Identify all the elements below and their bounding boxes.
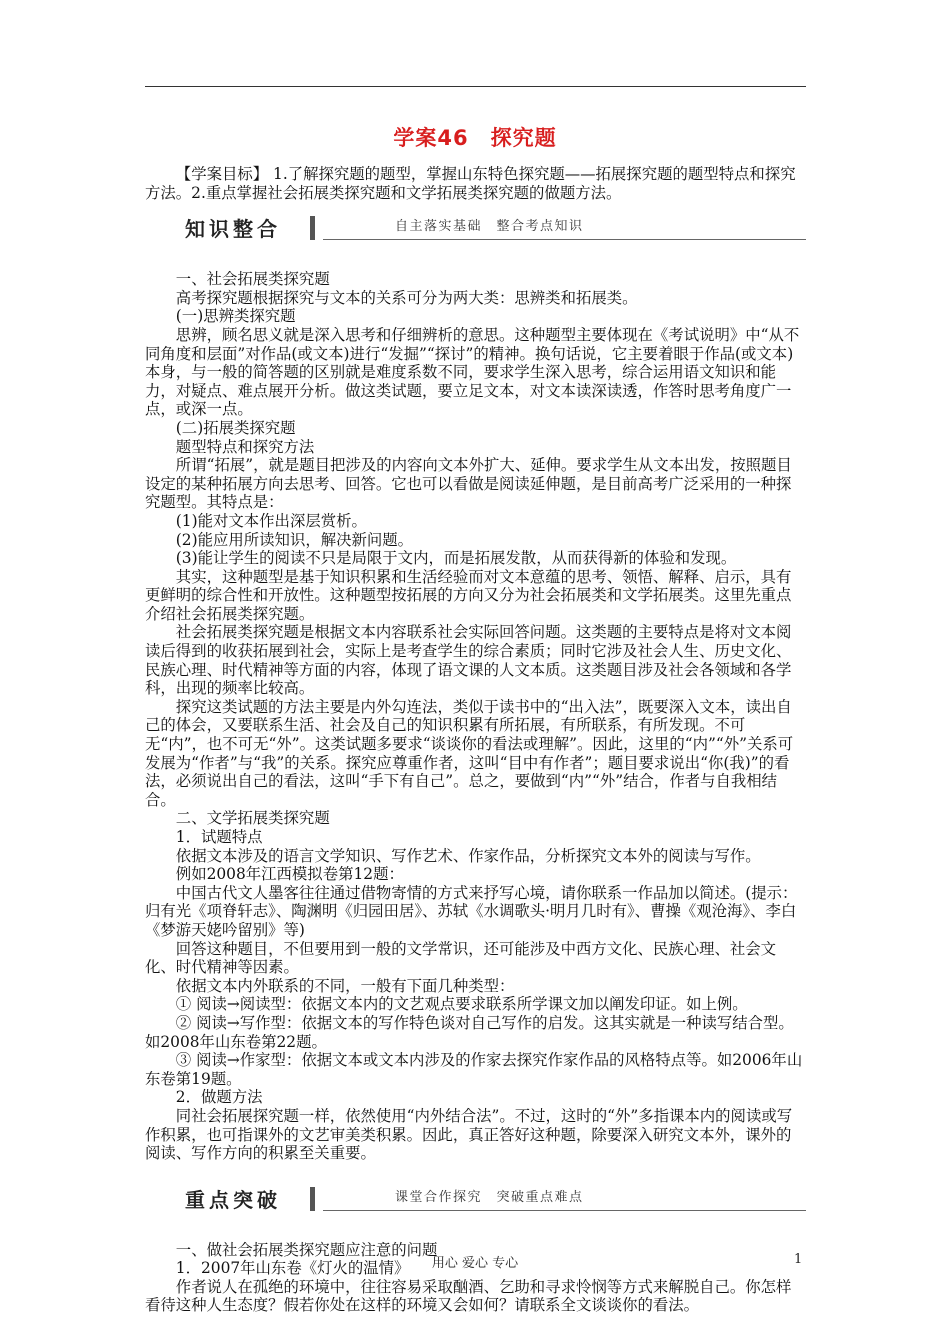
- paragraph: 例如2008年江西模拟卷第12题：: [175, 865, 404, 884]
- paragraph: 同社会拓展探究题一样，依然使用“内外结合法”。不过，这时的“外”多指课本内的阅读或写作积累，也可指课外的文艺审美类积累。因此，真正答好这种题，除要深入研究文本外，课外的阅读、写作方向的积累至关重要。: [145, 1106, 793, 1163]
- banner-subtitle: 自主落实基础 整合考点知识: [395, 219, 584, 235]
- paragraph: 高考探究题根据探究与文本的关系可分为两大类：思辨类和拓展类。: [175, 288, 638, 307]
- paragraph: 思辨，顾名思义就是深入思考和仔细辨析的意思。这种题型主要体现在《考试说明》中“从不同角度和层面”对作品(或文本)进行“发掘”“探讨”的精神。换句话说，它主要着眼于作品(或文本)本身，与一般的简答题的区别就是难度系数不同，要求学生深入思考，综合运用语文知识和能力，对疑点、难点展开分析。做这类试题，要立足文本，对文本读深读透，作答时思考角度广一点，或深一点。: [145, 325, 800, 419]
- banner-underline: [323, 239, 806, 240]
- document-body: [145, 165, 806, 1315]
- page-number: 1: [794, 1252, 803, 1267]
- page-title: 学案46 探究题: [393, 126, 557, 150]
- paragraph: 一、做社会拓展类探究题应注意的问题: [175, 1240, 438, 1259]
- paragraph: 2．做题方法: [175, 1088, 263, 1107]
- paragraph: (一)思辨类探究题: [175, 307, 296, 326]
- paragraph: 一、社会拓展类探究题: [175, 270, 330, 289]
- section-knowledge-body: [145, 270, 806, 1163]
- paragraph: 依据文本内外联系的不同，一般有下面几种类型：: [175, 976, 515, 995]
- paragraph: 社会拓展类探究题是根据文本内容联系社会实际回答问题。这类题的主要特点是将对文本阅读后得到的收获拓展到社会，实际上是考查学生的综合素质；同时它涉及社会人生、历史文化、民族心理、时代精神等方面的内容，体现了语文课的人文本质。这类题目涉及社会各领域和各学科，出现的频率比较高。: [145, 623, 792, 698]
- paragraph: 二、文学拓展类探究题: [175, 809, 330, 828]
- paragraph: (3)能让学生的阅读不只是局限于文内，而是拓展发散，从而获得新的体验和发现。: [175, 549, 737, 568]
- paragraph: 依据文本涉及的语言文学知识、写作艺术、作家作品，分析探究文本外的阅读与写作。: [175, 846, 761, 865]
- paragraph: ③ 阅读→作家型：依据文本或文本内涉及的作家去探究作家作品的风格特点等。如2006年山东卷第19题。: [145, 1051, 803, 1088]
- banner-divider-bar: [310, 216, 315, 240]
- paragraph: (2)能应用所读知识，解决新问题。: [175, 530, 414, 549]
- paragraph: 题型特点和探究方法: [175, 437, 315, 456]
- header-rule: [145, 86, 806, 87]
- section-banner-knowledge: [145, 212, 806, 252]
- objectives-paragraph: 【学案目标】 1.了解探究题的题型，掌握山东特色探究题——拓展探究题的题型特点和探究方法。2.重点掌握社会拓展类探究题和文学拓展类探究题的做题方法。: [145, 165, 796, 202]
- paragraph: 1．试题特点: [175, 828, 263, 846]
- banner-tag: 知识整合: [185, 217, 281, 242]
- paragraph: 回答这种题目，不但要用到一般的文学常识，还可能涉及中西方文化、民族心理、社会文化、时代精神等因素。: [145, 939, 777, 977]
- banner-tag: 重点突破: [185, 1187, 281, 1212]
- paragraph: 中国古代文人墨客往往通过借物寄情的方式来抒写心境，请你联系一作品加以简述。(提示：归有光《项脊轩志》、陶渊明《归园田居》、苏轼《水调歌头·明月几时有》、曹操《观沧海》、李白《梦游天姥吟留别》等): [145, 883, 798, 939]
- paragraph: ② 阅读→写作型：依据文本的写作特色谈对自己写作的启发。这其实就是一种读写结合型。如2008年山东卷第22题。: [145, 1013, 794, 1051]
- banner-subtitle: 课堂合作探究 突破重点难点: [395, 1189, 584, 1205]
- paragraph: 其实，这种题型是基于知识积累和生活经验而对文本意蕴的思考、领悟、解释、启示，具有更鲜明的综合性和开放性。这种题型按拓展的方向又分为社会拓展类和文学拓展类。这里先重点介绍社会拓展类探究题。: [145, 567, 792, 623]
- paragraph: 探究这类试题的方法主要是内外勾连法，类似于读书中的“出入法”，既要深入文本，读出自己的体会，又要联系生活、社会及自己的知识积累有所拓展，有所联系，有所发现。不可无“内”，也不可无“外”。这类试题多要求“谈谈你的看法或理解”。因此，这里的“内”“外”关系可发展为“作者”与“我”的关系。探究应尊重作者，这叫“目中有作者”；题目要求说出“你(我)”的看法，必须说出自己的看法，这叫“手下有自己”。总之，要做到“内”“外”结合，作者与自我相结合。: [145, 697, 794, 809]
- paragraph: (二)拓展类探究题: [175, 418, 296, 437]
- paragraph: 1．2007年山东卷《灯火的温情》: [175, 1259, 410, 1278]
- paragraph: 作者说人在孤绝的环境中，往往容易采取酗酒、乞助和寻求怜悯等方式来解脱自己。你怎样看待这种人生态度？假若你处在这样的环境又会如何？请联系全文谈谈你的看法。: [145, 1277, 792, 1315]
- section-banner-key-points: [145, 1183, 806, 1223]
- paragraph: ① 阅读→阅读型：依据文本内的文艺观点要求联系所学课文加以阐发印证。如上例。: [175, 995, 748, 1014]
- paragraph: 所谓“拓展”，就是题目把涉及的内容向文本外扩大、延伸。要求学生从文本出发，按照题目设定的某种拓展方向去思考、回答。它也可以看做是阅读延伸题，是目前高考广泛采用的一种探究题型。其特点是：: [145, 456, 792, 512]
- banner-divider-bar: [310, 1187, 315, 1211]
- footer-slogan: 用心 爱心 专心: [431, 1256, 519, 1271]
- banner-underline: [323, 1210, 806, 1211]
- paragraph: (1)能对文本作出深层赏析。: [175, 511, 367, 530]
